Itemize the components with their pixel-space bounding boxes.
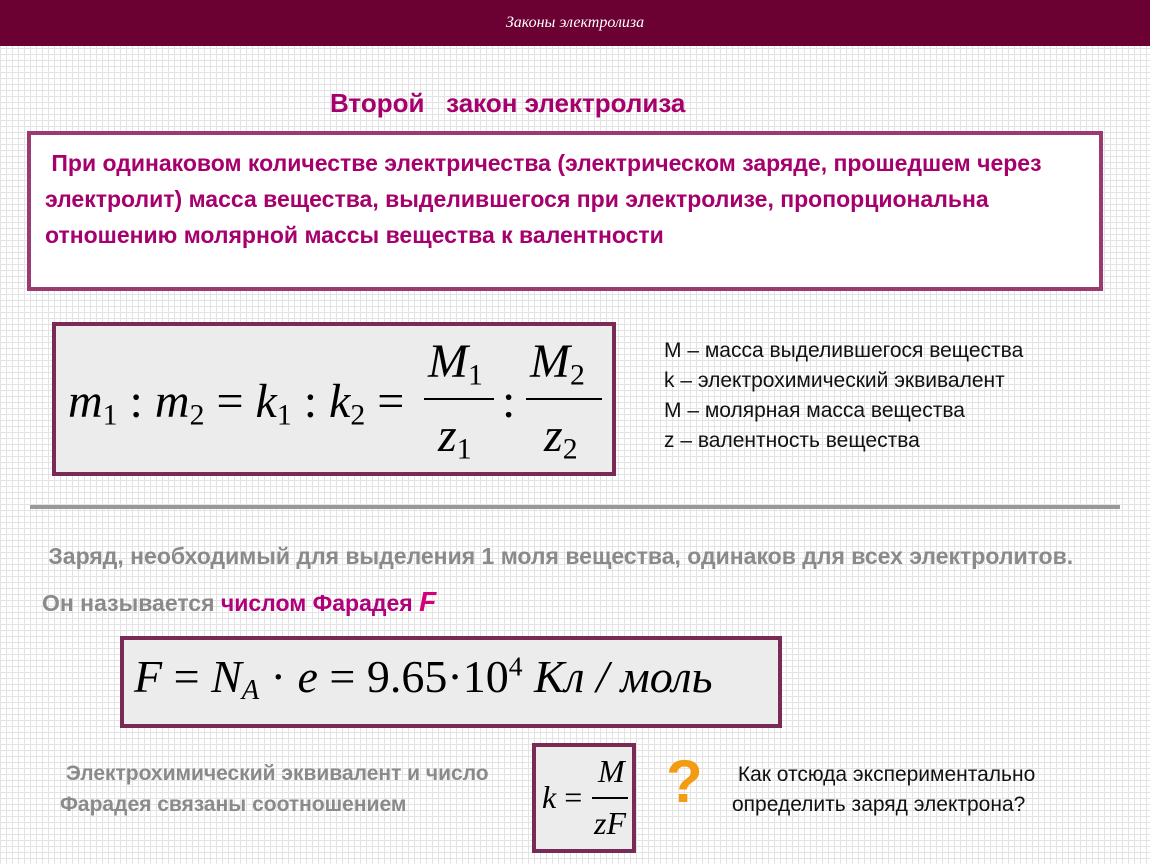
section-divider <box>30 505 1120 509</box>
legend-item-mass: М – масса выделившегося вещества <box>664 339 1024 362</box>
fraction-z1-denominator: $z_1$ <box>438 409 472 466</box>
question-text: Как отсюда экспериментально определить заряд электрона? <box>732 763 1042 816</box>
law-statement-box <box>27 131 1103 291</box>
relation-text: Электрохимический эквивалент и число Фарадея связаны соотношением <box>60 762 495 816</box>
fraction-M2-numerator: $M_2$ <box>530 335 585 392</box>
formula-colon: : <box>502 375 516 428</box>
k-formula <box>532 743 636 853</box>
mass-ratio-formula <box>52 322 616 476</box>
legend-item-k: k – электрохимический эквивалент <box>664 369 1005 392</box>
faraday-formula <box>120 636 782 728</box>
fraction-line-1 <box>424 398 494 400</box>
fraction-M1-numerator: $M_1$ <box>428 335 483 392</box>
faraday-definition-body: Заряд, необходимый для выделения 1 моля вещества, одинаков для всех электролитов. Он называется <box>42 543 1080 616</box>
fraction-z2-denominator: $z_2$ <box>544 409 578 466</box>
k-formula-lhs: k = <box>542 779 583 815</box>
k-formula-numerator: M <box>598 753 625 789</box>
slide-header <box>0 0 1150 46</box>
formula-m1-m2: $m_1$ : $m_2 = k_1$ : $k_2$ = <box>68 375 405 432</box>
fraction-line-2 <box>526 398 602 400</box>
slide-title: Второй закон электролиза <box>330 88 686 118</box>
faraday-number-label: числом Фарадея <box>220 590 413 616</box>
law-statement-text: При одинаковом количестве электричества (электрическом заряде, прошедшем через электролит) масса вещества, выделившегося при электролизе, пропорциональна отношению молярной массы вещества к валентности <box>45 150 1048 248</box>
question-mark-icon: ? <box>666 748 703 815</box>
legend-item-valence: z – валентность вещества <box>664 429 920 452</box>
k-formula-denominator: zF <box>594 805 626 841</box>
variable-legend <box>664 336 1023 456</box>
legend-item-molar-mass: М – молярная масса вещества <box>664 399 965 422</box>
faraday-formula-expression: $F = N_A \cdot e = 9.65\cdot 10^4$ Кл / моль <box>134 650 713 707</box>
faraday-symbol: F <box>419 586 437 617</box>
k-fraction-line <box>592 797 628 799</box>
faraday-definition-text <box>42 534 1102 626</box>
header-title: Законы электролиза <box>505 14 645 31</box>
